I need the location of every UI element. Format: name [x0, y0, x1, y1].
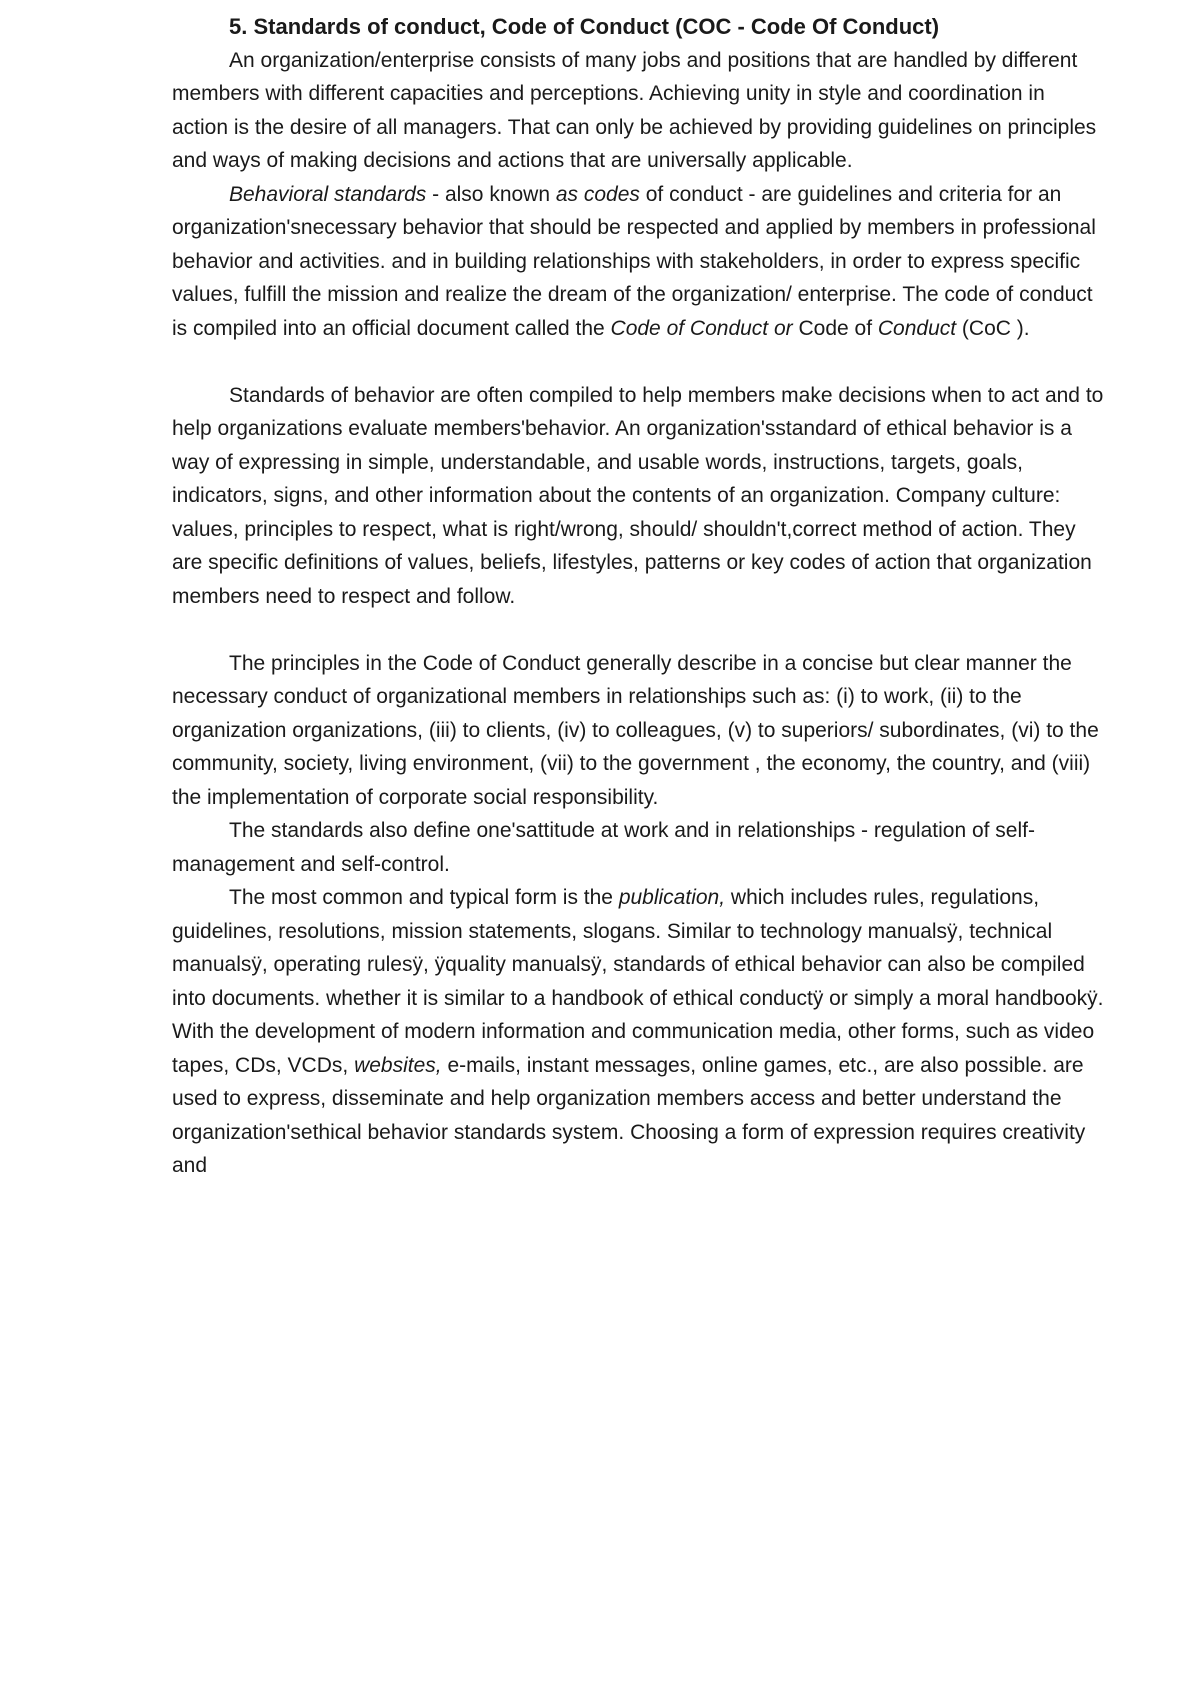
paragraph-principles: The principles in the Code of Conduct generally describe in a concise but clear manner the necessary conduct of organizational members in relationships such as: (i) to work, (ii) to the organization organizations, (iii) to clients, (iv) to colleagues, (v) to superiors/ subordinates, (vi) to the community, society, living environment, (vii) to the government , the economy, the country, and (viii) the implementation of corporate social responsibility. [172, 651, 1099, 809]
italic-term: websites, [354, 1053, 442, 1077]
section-title: 5. Standards of conduct, Code of Conduct (COC - Code Of Conduct) [229, 14, 940, 39]
paragraph-publication [172, 881, 1104, 1183]
italic-term: as codes [555, 182, 640, 206]
paragraph-text: e-mails, instant messages, online games, etc., are also possible. are used to express, disseminate and help organization members access and better understand the organization'sethical behavior standards system. Choosing a form of expression requires creativity and [172, 1053, 1086, 1177]
document-body [172, 10, 1104, 1183]
italic-term: publication, [618, 886, 726, 909]
paragraph-behavioral-standards [172, 178, 1104, 346]
italic-term: Code of Conduct or [610, 316, 793, 340]
paragraph-text: (CoC ). [956, 316, 1030, 340]
paragraph-text: which includes rules, regulations, guidelines, resolutions, mission statements, slogans. Similar to technology manualsÿ, technical manualsÿ, operating rulesÿ, ÿquality manualsÿ, standards of ethical behavior can also be compiled into documents. whether it is similar to a handbook of ethical conductÿ or simply a moral handbookÿ. With the development of modern information and communication media, other forms, such as video tapes, CDs, VCDs, [172, 886, 1104, 1077]
paragraph-text: Code of [792, 316, 878, 340]
paragraph-standards-compiled: Standards of behavior are often compiled to help members make decisions when to act and to help organizations evaluate members'behavior. An organization'sstandard of ethical behavior is a way of expressing in simple, understandable, and usable words, instructions, targets, goals, indicators, signs, and other information about the contents of an organization. Company culture: values, principles to respect, what is right/wrong, should/ shouldn't,correct method of action. They are specific definitions of values, beliefs, lifestyles, patterns or key codes of action that organization members need to respect and follow. [172, 383, 1104, 608]
paragraph-gap [172, 345, 1104, 379]
paragraph-text: The most common and typical form is the [229, 886, 619, 909]
paragraph-intro: An organization/enterprise consists of many jobs and positions that are handled by different members with different capacities and perceptions. Achieving unity in style and coordination in action is the desire of all managers. That can only be achieved by providing guidelines on principles and ways of making decisions and actions that are universally applicable. [172, 48, 1097, 172]
italic-term: Conduct [877, 316, 957, 340]
paragraph-gap [172, 613, 1104, 647]
italic-term: Behavioral standards [229, 182, 427, 206]
paragraph-attitude: The standards also define one'sattitude at work and in relationships - regulation of self-management and self-control. [172, 819, 1035, 876]
paragraph-text: of conduct - are guidelines and criteria for an organization'snecessary behavior that should be respected and applied by members in professional behavior and activities. and in building relationships with stakeholders, in order to express specific values, fulfill the mission and realize the dream of the organization/ enterprise. The code of conduct is compiled into an official document called the [172, 182, 1096, 340]
paragraph-text: - also known [426, 182, 556, 206]
